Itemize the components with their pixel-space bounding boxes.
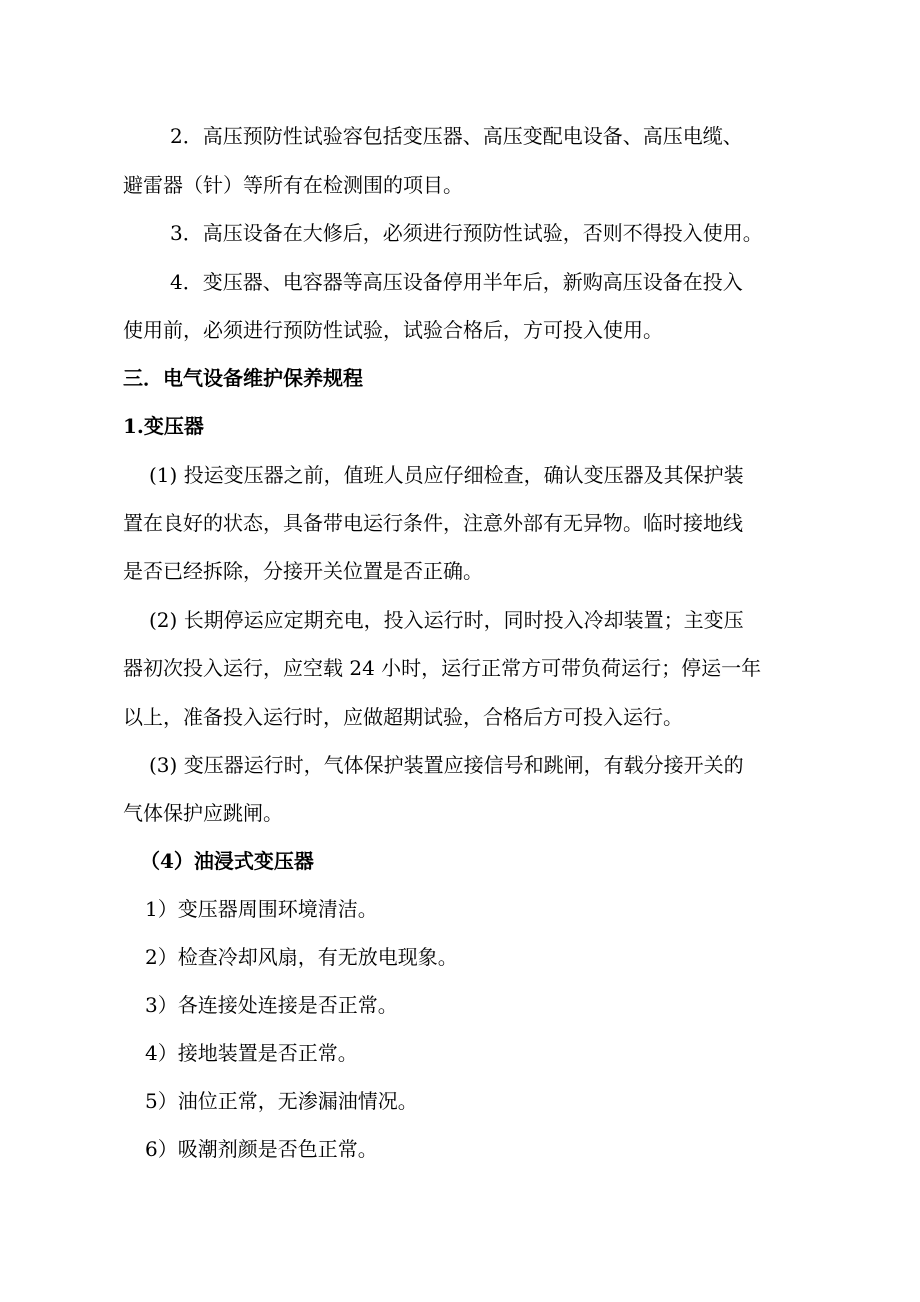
item-3-line-1: (3) 变压器运行时，气体保护装置应接信号和跳闸，有载分接开关的: [149, 753, 744, 777]
item-1-line-3: 是否已经拆除，分接开关位置是否正确。: [123, 559, 483, 583]
paragraph-4-line-2: 使用前，必须进行预防性试验，试验合格后，方可投入使用。: [123, 318, 663, 342]
check-item-5: 5）油位正常，无渗漏油情况。: [145, 1089, 418, 1113]
item-4-heading: （4）油浸式变压器: [140, 849, 314, 873]
check-item-1: 1）变压器周围环境清洁。: [145, 897, 378, 921]
check-item-4: 4）接地装置是否正常。: [145, 1041, 358, 1065]
paragraph-2-line-2: 避雷器（针）等所有在检测围的项目。: [123, 173, 463, 197]
paragraph-2-line-1: 2．高压预防性试验容包括变压器、高压变配电设备、高压电缆、: [170, 124, 743, 148]
check-item-3: 3）各连接处连接是否正常。: [145, 993, 398, 1017]
item-1-line-1: (1) 投运变压器之前，值班人员应仔细检查，确认变压器及其保护装: [149, 463, 744, 487]
subsection-heading-transformer: 1.变压器: [123, 414, 204, 438]
item-1-line-2: 置在良好的状态，具备带电运行条件，注意外部有无异物。临时接地线: [123, 511, 743, 535]
item-2-line-1: (2) 长期停运应定期充电，投入运行时，同时投入冷却装置；主变压: [149, 608, 744, 632]
paragraph-3-line-1: 3．高压设备在大修后，必须进行预防性试验，否则不得投入使用。: [170, 221, 763, 245]
paragraph-4-line-1: 4．变压器、电容器等高压设备停用半年后，新购高压设备在投入: [170, 270, 743, 294]
check-item-6: 6）吸潮剂颜是否色正常。: [145, 1137, 378, 1161]
item-2-line-3: 以上，准备投入运行时，应做超期试验，合格后方可投入运行。: [123, 705, 683, 729]
section-heading: 三．电气设备维护保养规程: [123, 366, 363, 390]
check-item-2: 2）检查冷却风扇，有无放电现象。: [145, 945, 458, 969]
item-2-line-2: 器初次投入运行，应空载 24 小时，运行正常方可带负荷运行；停运一年: [123, 656, 762, 680]
item-3-line-2: 气体保护应跳闸。: [123, 801, 283, 825]
